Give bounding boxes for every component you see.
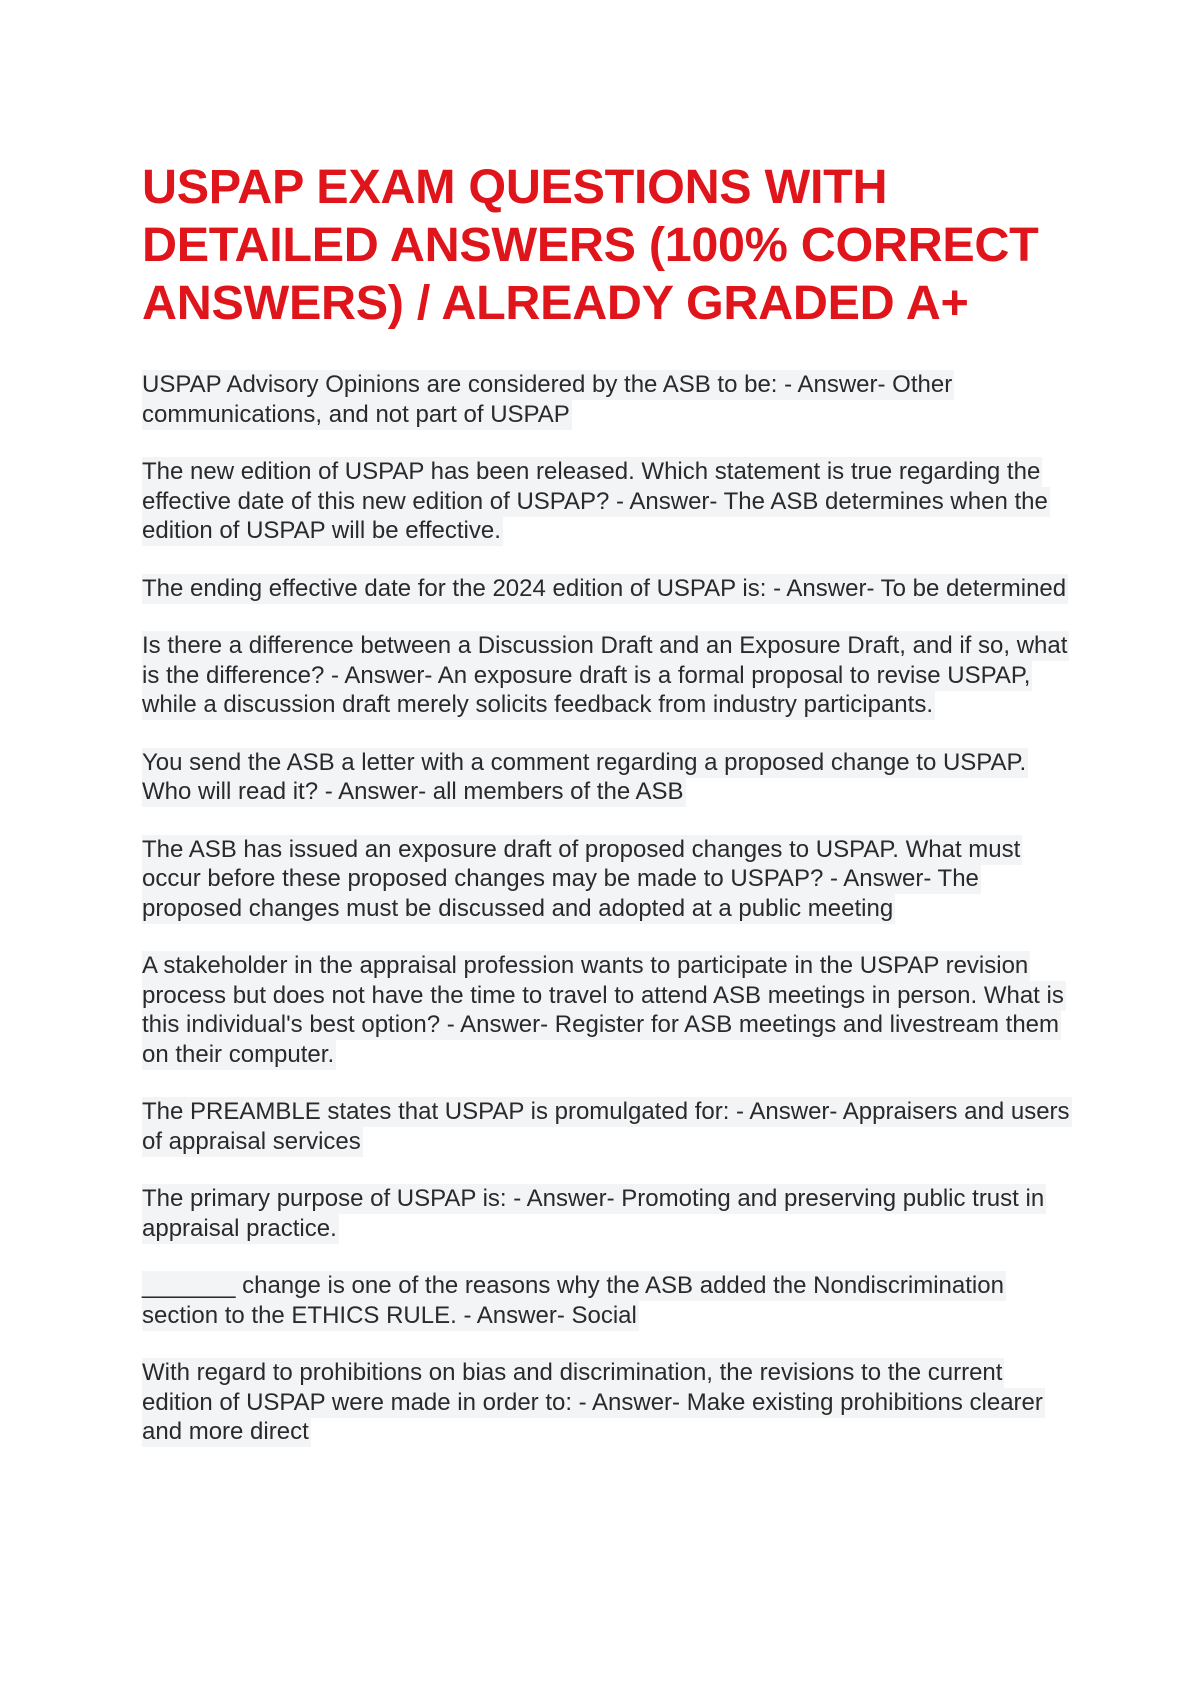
qa-item <box>142 370 1072 429</box>
qa-item <box>142 1184 1072 1243</box>
qa-list <box>142 370 1072 1447</box>
qa-text: The primary purpose of USPAP is: - Answer- Promoting and preserving public trust in appraisal practice. <box>142 1185 1045 1242</box>
qa-item <box>142 1271 1072 1330</box>
qa-item <box>142 951 1072 1069</box>
qa-text: A stakeholder in the appraisal profession wants to participate in the USPAP revision process but does not have the time to travel to attend ASB meetings in person. What is this individual's best option? - Answer- Register for ASB meetings and livestream them on their computer. <box>142 952 1064 1068</box>
qa-text: _______ change is one of the reasons why the ASB added the Nondiscrimination section to the ETHICS RULE. - Answer- Social <box>142 1272 1004 1329</box>
qa-text: With regard to prohibitions on bias and discrimination, the revisions to the current edition of USPAP were made in order to: - Answer- Make existing prohibitions clearer and more direct <box>142 1359 1043 1445</box>
qa-item <box>142 1358 1072 1447</box>
qa-item <box>142 631 1072 720</box>
qa-text: The PREAMBLE states that USPAP is promulgated for: - Answer- Appraisers and users of appraisal services <box>142 1098 1070 1155</box>
document-page <box>142 158 1072 1475</box>
qa-text: The new edition of USPAP has been released. Which statement is true regarding the effective date of this new edition of USPAP? - Answer- The ASB determines when the edition of USPAP will be effective. <box>142 458 1048 544</box>
qa-item <box>142 748 1072 807</box>
document-title: USPAP EXAM QUESTIONS WITH DETAILED ANSWERS (100% CORRECT ANSWERS) / ALREADY GRADED A+ <box>142 160 1039 330</box>
qa-item <box>142 574 1072 604</box>
qa-text: You send the ASB a letter with a comment regarding a proposed change to USPAP. Who will read it? - Answer- all members of the ASB <box>142 748 1027 805</box>
qa-text: Is there a difference between a Discussion Draft and an Exposure Draft, and if so, what is the difference? - Answer- An exposure draft is a formal proposal to revise USPAP, while a discussion draft merely solicits feedback from industry participants. <box>142 632 1068 718</box>
qa-text: The ending effective date for the 2024 edition of USPAP is: - Answer- To be determined <box>142 574 1067 602</box>
qa-item <box>142 457 1072 546</box>
qa-item <box>142 1097 1072 1156</box>
qa-text: The ASB has issued an exposure draft of proposed changes to USPAP. What must occur before these proposed changes may be made to USPAP? - Answer- The proposed changes must be discussed and adopted at a public meeting <box>142 835 1021 922</box>
qa-item <box>142 835 1072 924</box>
qa-text: USPAP Advisory Opinions are considered by the ASB to be: - Answer- Other communications, and not part of USPAP <box>142 371 953 428</box>
